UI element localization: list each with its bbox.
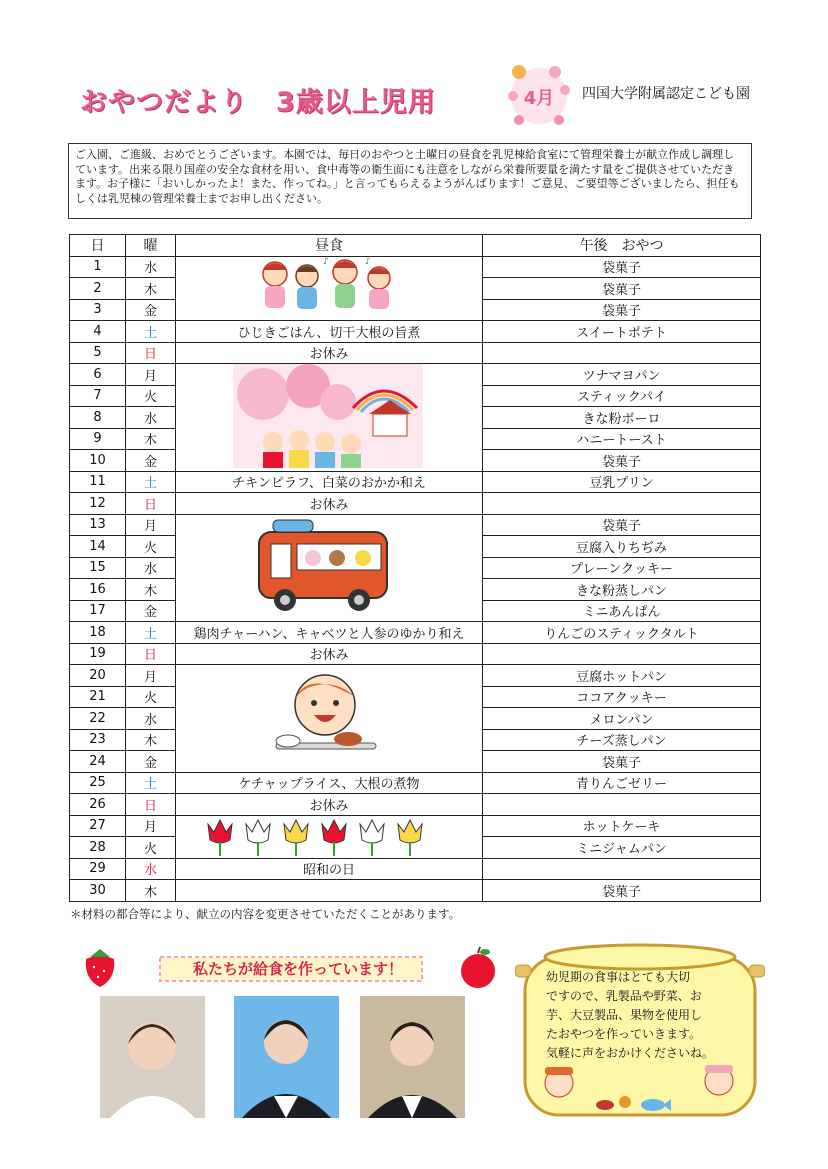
snack-cell: きな粉ボーロ (483, 407, 761, 429)
snack-cell: スティックパイ (483, 385, 761, 407)
tulips-illustration (202, 818, 428, 860)
snack-cell (483, 794, 761, 816)
table-row (70, 643, 761, 665)
table-header-row (70, 235, 761, 257)
apple-icon (461, 947, 495, 988)
table-row (70, 880, 761, 902)
day-cell: 2 (70, 278, 126, 300)
day-cell: 11 (70, 471, 126, 493)
svg-text:♪: ♪ (323, 257, 329, 267)
weekday-cell: 月 (126, 514, 176, 536)
weekday-cell: 木 (126, 729, 176, 751)
table-row (70, 342, 761, 364)
header-lunch: 昼食 (176, 235, 483, 257)
day-cell: 4 (70, 321, 126, 343)
snack-cell: ココアクッキー (483, 686, 761, 708)
lunch-cell: お休み (176, 342, 483, 364)
message-line: ですので、乳製品や野菜、お (546, 989, 702, 1003)
tulip-icon (284, 820, 308, 856)
bus-illustration (255, 516, 391, 616)
day-cell: 1 (70, 256, 126, 278)
weekday-cell: 火 (126, 686, 176, 708)
lunch-cell: チキンピラフ、白菜のおかか和え (176, 471, 483, 493)
weekday-cell: 土 (126, 471, 176, 493)
message-line: 気軽に声をおかけくださいね。 (546, 1046, 715, 1060)
table-row (70, 321, 761, 343)
weekday-cell: 金 (126, 751, 176, 773)
lunch-cell: 鶏肉チャーハン、キャベツと人参のゆかり和え (176, 622, 483, 644)
weekday-cell: 木 (126, 579, 176, 601)
day-cell: 23 (70, 729, 126, 751)
snack-cell: 袋菓子 (483, 256, 761, 278)
weekday-cell: 日 (126, 794, 176, 816)
weekday-cell: 木 (126, 278, 176, 300)
pumpkin-icon (619, 1096, 631, 1108)
weekday-cell: 水 (126, 407, 176, 429)
staff-photo (234, 996, 339, 1118)
snack-cell: 豆腐ホットパン (483, 665, 761, 687)
chef-child-icon (705, 1065, 733, 1095)
singing-children-illustration (245, 256, 405, 316)
intro-message: ご入園、ご進級、おめでとうございます。本園では、毎日のおやつと土曜日の昼食を乳児棟給食室にて管理栄養士が献立作成し調理しています。出来る限り国産の安全な食材を用い、食中毒等の衛生面にも注意をしながら栄養所要量を満たす量をご提供させていただきます。お子様に「おいしかったよ！また、作ってね。」と言ってもらえるようがんばります！ご意見、ご要望等ございましたら、担任もしくは乳児棟の管理栄養士までお申し出ください。 (68, 143, 752, 219)
day-cell: 26 (70, 794, 126, 816)
snack-cell: チーズ蒸しパン (483, 729, 761, 751)
meat-icon (596, 1100, 614, 1110)
day-cell: 5 (70, 342, 126, 364)
table-row (70, 256, 761, 278)
lunch-cell: ひじきごはん、切干大根の旨煮 (176, 321, 483, 343)
header-weekday: 曜 (126, 235, 176, 257)
message-line: 幼児期の食事はとても大切 (546, 970, 691, 984)
snack-cell: りんごのスティックタルト (483, 622, 761, 644)
snack-cell (483, 858, 761, 880)
table-row (70, 514, 761, 536)
snack-cell (483, 342, 761, 364)
table-row (70, 622, 761, 644)
day-cell: 30 (70, 880, 126, 902)
weekday-cell: 日 (126, 643, 176, 665)
day-cell: 27 (70, 815, 126, 837)
child-eating-illustration (268, 669, 383, 757)
menu-table (69, 234, 761, 902)
month-badge-text: 4月 (523, 88, 555, 109)
child-icon (368, 267, 390, 309)
day-cell: 20 (70, 665, 126, 687)
staff-photo (360, 996, 465, 1118)
snack-cell: 袋菓子 (483, 299, 761, 321)
tulip-icon (208, 820, 232, 856)
snack-cell (483, 493, 761, 515)
day-cell: 18 (70, 622, 126, 644)
cherry-blossom-entrance-illustration (233, 364, 423, 468)
snack-cell: スイートポテト (483, 321, 761, 343)
weekday-cell: 金 (126, 299, 176, 321)
weekday-cell: 水 (126, 858, 176, 880)
child-icon (333, 260, 357, 308)
tulip-icon (322, 820, 346, 856)
snack-cell: 青りんごゼリー (483, 772, 761, 794)
table-row (70, 858, 761, 880)
cooks-banner-text: 私たちが給食を作っています！ (192, 960, 403, 978)
snack-cell: プレーンクッキー (483, 557, 761, 579)
weekday-cell: 金 (126, 600, 176, 622)
day-cell: 12 (70, 493, 126, 515)
weekday-cell: 火 (126, 837, 176, 859)
weekday-cell: 土 (126, 321, 176, 343)
table-row (70, 493, 761, 515)
message-line: 芋、大豆製品、果物を使用し (546, 1008, 703, 1022)
snack-cell: 袋菓子 (483, 514, 761, 536)
header-day: 日 (70, 235, 126, 257)
weekday-cell: 金 (126, 450, 176, 472)
weekday-cell: 木 (126, 880, 176, 902)
message-line: たおやつを作っていきます。 (546, 1027, 702, 1041)
message-text (546, 968, 736, 1063)
day-cell: 16 (70, 579, 126, 601)
organization-name: 四国大学附属認定こども園 (582, 86, 750, 102)
weekday-cell: 水 (126, 256, 176, 278)
page-title: おやつだより 3歳以上児用 (80, 87, 436, 118)
day-cell: 10 (70, 450, 126, 472)
lunch-cell: お休み (176, 493, 483, 515)
snack-cell: ミニあんぱん (483, 600, 761, 622)
strawberry-icon (86, 949, 114, 987)
day-cell: 6 (70, 364, 126, 386)
snack-cell: ミニジャムパン (483, 837, 761, 859)
weekday-cell: 火 (126, 385, 176, 407)
snack-cell: きな粉蒸しパン (483, 579, 761, 601)
snack-cell: 袋菓子 (483, 450, 761, 472)
tulip-icon (246, 820, 270, 856)
menu-change-note: ＊材料の都合等により、献立の内容を変更させていただくことがあります。 (70, 907, 461, 921)
snack-cell: メロンパン (483, 708, 761, 730)
table-row (70, 794, 761, 816)
weekday-cell: 月 (126, 815, 176, 837)
child-icon (296, 265, 318, 309)
snack-cell: ホットケーキ (483, 815, 761, 837)
snack-cell: ハニートースト (483, 428, 761, 450)
weekday-cell: 月 (126, 665, 176, 687)
lunch-cell (176, 880, 483, 902)
day-cell: 19 (70, 643, 126, 665)
staff-photo (100, 996, 205, 1118)
day-cell: 28 (70, 837, 126, 859)
lunch-cell: お休み (176, 643, 483, 665)
child-icon (263, 262, 287, 308)
sun-icon (512, 65, 526, 79)
snack-cell: 袋菓子 (483, 880, 761, 902)
day-cell: 21 (70, 686, 126, 708)
weekday-cell: 水 (126, 708, 176, 730)
header-snack: 午後 おやつ (483, 235, 761, 257)
snack-cell: 袋菓子 (483, 751, 761, 773)
day-cell: 9 (70, 428, 126, 450)
month-badge (505, 62, 573, 130)
chef-child-icon (545, 1067, 573, 1097)
day-cell: 22 (70, 708, 126, 730)
weekday-cell: 土 (126, 622, 176, 644)
table-row (70, 665, 761, 687)
day-cell: 7 (70, 385, 126, 407)
weekday-cell: 月 (126, 364, 176, 386)
tulip-icon (398, 820, 422, 856)
day-cell: 3 (70, 299, 126, 321)
snack-cell: 豆腐入りちぢみ (483, 536, 761, 558)
day-cell: 15 (70, 557, 126, 579)
weekday-cell: 木 (126, 428, 176, 450)
snack-cell (483, 643, 761, 665)
weekday-cell: 水 (126, 557, 176, 579)
snack-cell: 豆乳プリン (483, 471, 761, 493)
table-row (70, 772, 761, 794)
day-cell: 8 (70, 407, 126, 429)
day-cell: 29 (70, 858, 126, 880)
svg-text:♪: ♪ (365, 257, 371, 267)
day-cell: 25 (70, 772, 126, 794)
snack-cell: 袋菓子 (483, 278, 761, 300)
table-row (70, 471, 761, 493)
tulip-icon (360, 820, 384, 856)
day-cell: 24 (70, 751, 126, 773)
snack-cell: ツナマヨパン (483, 364, 761, 386)
weekday-cell: 日 (126, 493, 176, 515)
lunch-cell: ケチャップライス、大根の煮物 (176, 772, 483, 794)
day-cell: 17 (70, 600, 126, 622)
lunch-cell: 昭和の日 (176, 858, 483, 880)
day-cell: 13 (70, 514, 126, 536)
lunch-cell: お休み (176, 794, 483, 816)
day-cell: 14 (70, 536, 126, 558)
menu-table-body (70, 256, 761, 901)
weekday-cell: 火 (126, 536, 176, 558)
weekday-cell: 土 (126, 772, 176, 794)
weekday-cell: 日 (126, 342, 176, 364)
